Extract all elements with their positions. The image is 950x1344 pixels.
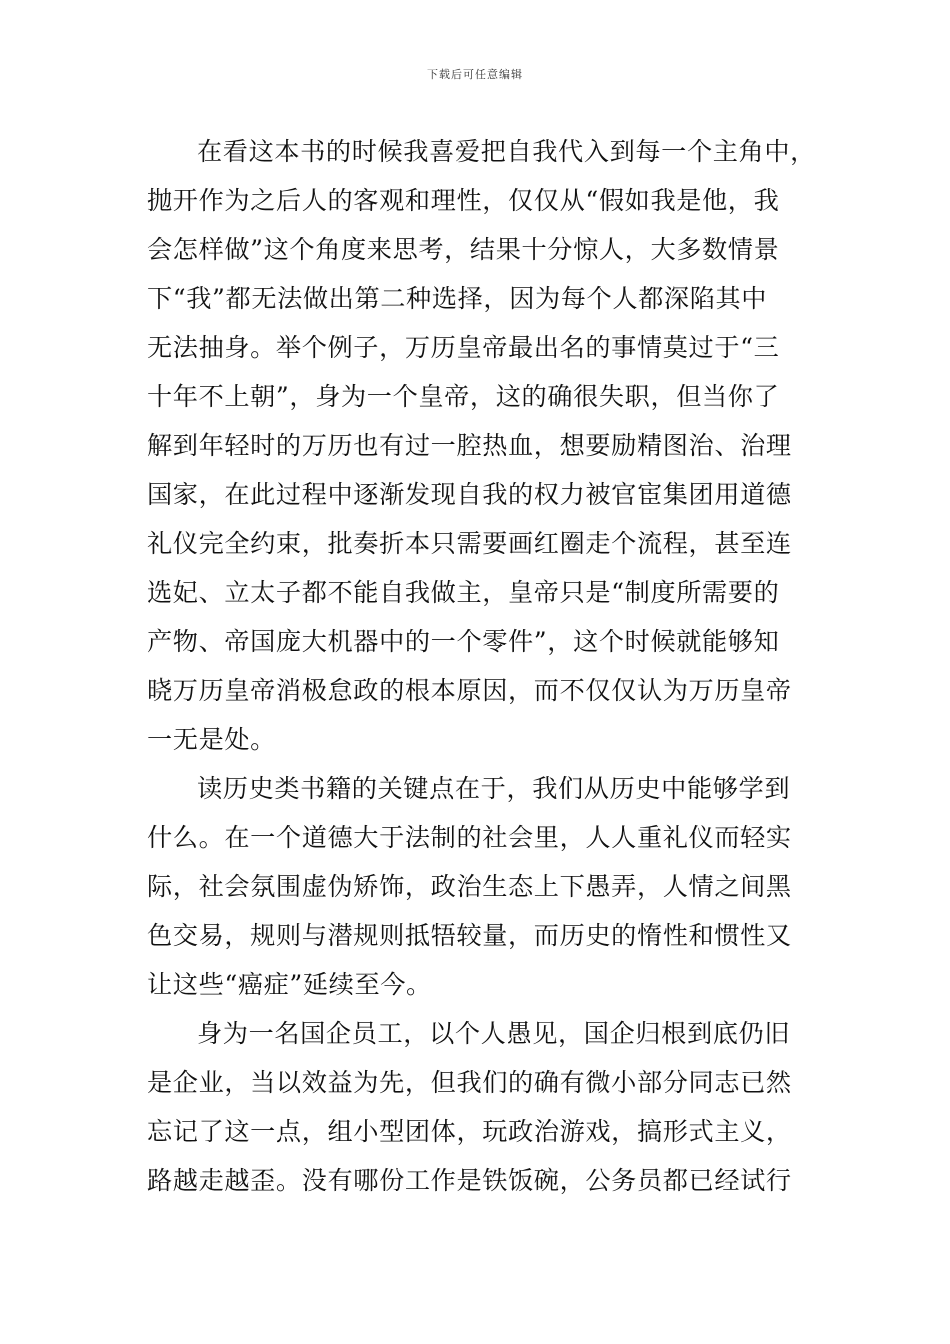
text-line: 什么。在一个道德大于法制的社会里，人人重礼仪而轻实: [147, 823, 792, 852]
paragraph-2: [147, 764, 812, 1009]
text-line: 会怎样做”这个角度来思考，结果十分惊人，大多数情景: [147, 235, 780, 264]
text-line: 一无是处。: [147, 725, 276, 754]
paragraph-3: [147, 1009, 812, 1205]
text-line: 国家，在此过程中逐渐发现自我的权力被官宦集团用道德: [147, 480, 792, 509]
text-line: 在看这本书的时候我喜爱把自我代入到每一个主角中，: [197, 137, 816, 166]
text-line: 产物、帝国庞大机器中的一个零件”，这个时候就能够知: [147, 627, 780, 656]
text-line: 无法抽身。举个例子，万历皇帝最出名的事情莫过于“三: [147, 333, 780, 362]
text-line: 是企业，当以效益为先，但我们的确有微小部分同志已然: [147, 1068, 792, 1097]
text-line: 晓万历皇帝消极怠政的根本原因，而不仅仅认为万历皇帝: [147, 676, 792, 705]
text-line: 礼仪完全约束，批奏折本只需要画红圈走个流程，甚至连: [147, 529, 792, 558]
text-line: 十年不上朝”，身为一个皇帝，这的确很失职，但当你了: [147, 382, 780, 411]
text-line: 下“我”都无法做出第二种选择，因为每个人都深陷其中: [147, 284, 768, 313]
text-line: 解到年轻时的万历也有过一腔热血，想要励精图治、治理: [147, 431, 792, 460]
text-line: 色交易，规则与潜规则抵牾较量，而历史的惰性和惯性又: [147, 921, 792, 950]
text-line: 身为一名国企员工，以个人愚见，国企归根到底仍旧: [197, 1019, 791, 1048]
document-body: [147, 127, 816, 1205]
text-line: 路越走越歪。没有哪份工作是铁饭碗，公务员都已经试行: [147, 1166, 792, 1195]
text-line: 抛开作为之后人的客观和理性，仅仅从“假如我是他，我: [147, 186, 780, 215]
text-line: 选妃、立太子都不能自我做主，皇帝只是“制度所需要的: [147, 578, 780, 607]
text-line: 读历史类书籍的关键点在于，我们从历史中能够学到: [197, 774, 791, 803]
text-line: 忘记了这一点，组小型团体，玩政治游戏，搞形式主义，: [147, 1117, 792, 1146]
text-line: 让这些“癌症”延续至今。: [147, 970, 432, 999]
text-line: 际，社会氛围虚伪矫饰，政治生态上下愚弄，人情之间黑: [147, 872, 792, 901]
paragraph-1: [147, 127, 816, 764]
page-header: 下载后可任意编辑: [427, 68, 523, 81]
